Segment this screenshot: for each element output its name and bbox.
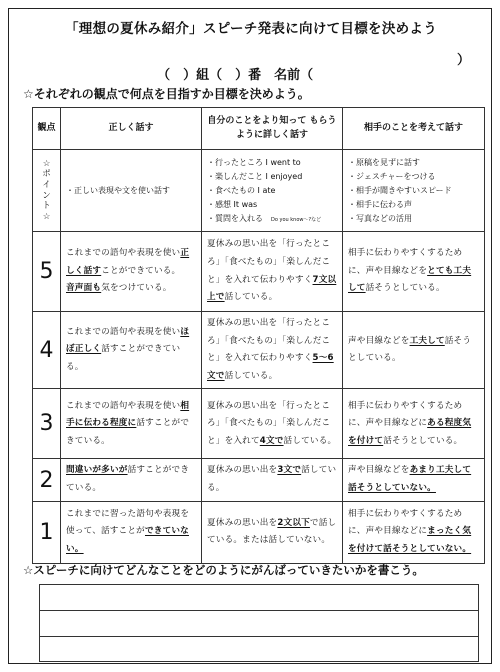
goal-rubric-table xyxy=(32,107,485,564)
point-col3: ・ 原稿を見ずに話す ・ ジェスチャーをつける ・ 相手が聞きやすいスピード ・ 相手に伝わる声 ・ 写真などの活用 xyxy=(343,150,485,232)
point-row xyxy=(33,150,485,232)
rubric-cell: 夏休みの思い出を「行ったところ」「食べたもの」「楽しんだこと」を入れて4文で話している。 xyxy=(202,389,343,459)
page-title: 「理想の夏休み紹介」スピーチ発表に向けて目標を決めよう xyxy=(64,21,438,37)
rubric-cell: 夏休みの思い出を3文で話している。 xyxy=(202,459,343,501)
level-row-5 xyxy=(33,232,485,312)
rubric-cell: 夏休みの思い出を2文以下で話している。または話していない。 xyxy=(202,501,343,563)
rubric-cell: 夏休みの思い出を「行ったところ」「食べたもの」「楽しんだこと」を入れて伝わりやすく7文以上で話している。 xyxy=(202,232,343,312)
rubric-cell: これまでに習った語句や表現を使って、話すことができていない。 xyxy=(61,501,202,563)
worksheet xyxy=(8,8,492,664)
name-line-prefix: （ ）組（ ）番 名前（ xyxy=(157,68,314,83)
instruction-text: ☆それぞれの観点で何点を目指すか目標を決めよう。 xyxy=(23,87,310,101)
rubric-cell: これまでの語句や表現を使いほぼ正しく話すことができている。 xyxy=(61,312,202,389)
goal-writing-prompt: ☆スピーチに向けてどんなことをどのようにがんばっていきたいかを書こう。 xyxy=(23,563,424,577)
name-line xyxy=(139,49,471,113)
level-number: 3 xyxy=(33,389,61,459)
header-row xyxy=(33,108,485,150)
level-row-2 xyxy=(33,459,485,501)
rubric-cell: これまでの語句や表現を使い正しく話すことができている。 音声面も気をつけている。 xyxy=(61,232,202,312)
header-speak-in-detail: 自分のことをより知って もらうように詳しく話す xyxy=(202,108,343,150)
rubric-cell: 間違いが多いが話すことができている。 xyxy=(61,459,202,501)
level-number: 2 xyxy=(33,459,61,501)
level-row-1 xyxy=(33,501,485,563)
point-col1: ・ 正しい表現や文を使い話す xyxy=(61,150,202,232)
rubric-cell: 声や目線などをあまり工夫して話そうとしていない。 xyxy=(343,459,485,501)
rubric-cell: 声や目線などを工夫して話そうとしている。 xyxy=(343,312,485,389)
header-point: 観点 xyxy=(33,108,61,150)
writing-line xyxy=(40,636,478,637)
header-speak-correctly: 正しく話す xyxy=(61,108,202,150)
rubric-cell: 相手に伝わりやすくするために、声や目線などにまったく気を付けて話そうとしていない。 xyxy=(343,501,485,563)
level-number: 5 xyxy=(33,232,61,312)
writing-line xyxy=(40,610,478,611)
goal-writing-area[interactable] xyxy=(39,584,479,662)
rubric-cell: 相手に伝わりやすくするために、声や目線などにある程度気を付けて話そうとしている。 xyxy=(343,389,485,459)
rubric-cell: 夏休みの思い出を「行ったところ」「食べたもの」「楽しんだこと」を入れて伝わりやすく5～6文で話している。 xyxy=(202,312,343,389)
level-row-4 xyxy=(33,312,485,389)
point-label: ☆ ポ イ ン ト ☆ xyxy=(33,150,61,232)
level-row-3 xyxy=(33,389,485,459)
header-consider-listener: 相手のことを考えて話す xyxy=(343,108,485,150)
rubric-cell: これまでの語句や表現を使い相手に伝わる程度に話すことができている。 xyxy=(61,389,202,459)
level-number: 4 xyxy=(33,312,61,389)
point-col2: ・ 行ったところ I went to ・ 楽しんだこと I enjoyed ・ 食べたもの I ate ・ 感想 It was ・ 質問を入れる Do you know〜?など xyxy=(202,150,343,232)
rubric-cell: 相手に伝わりやすくするために、声や目線などをとても工夫して話そうとしている。 xyxy=(343,232,485,312)
level-number: 1 xyxy=(33,501,61,563)
name-line-suffix: ） xyxy=(457,53,471,68)
